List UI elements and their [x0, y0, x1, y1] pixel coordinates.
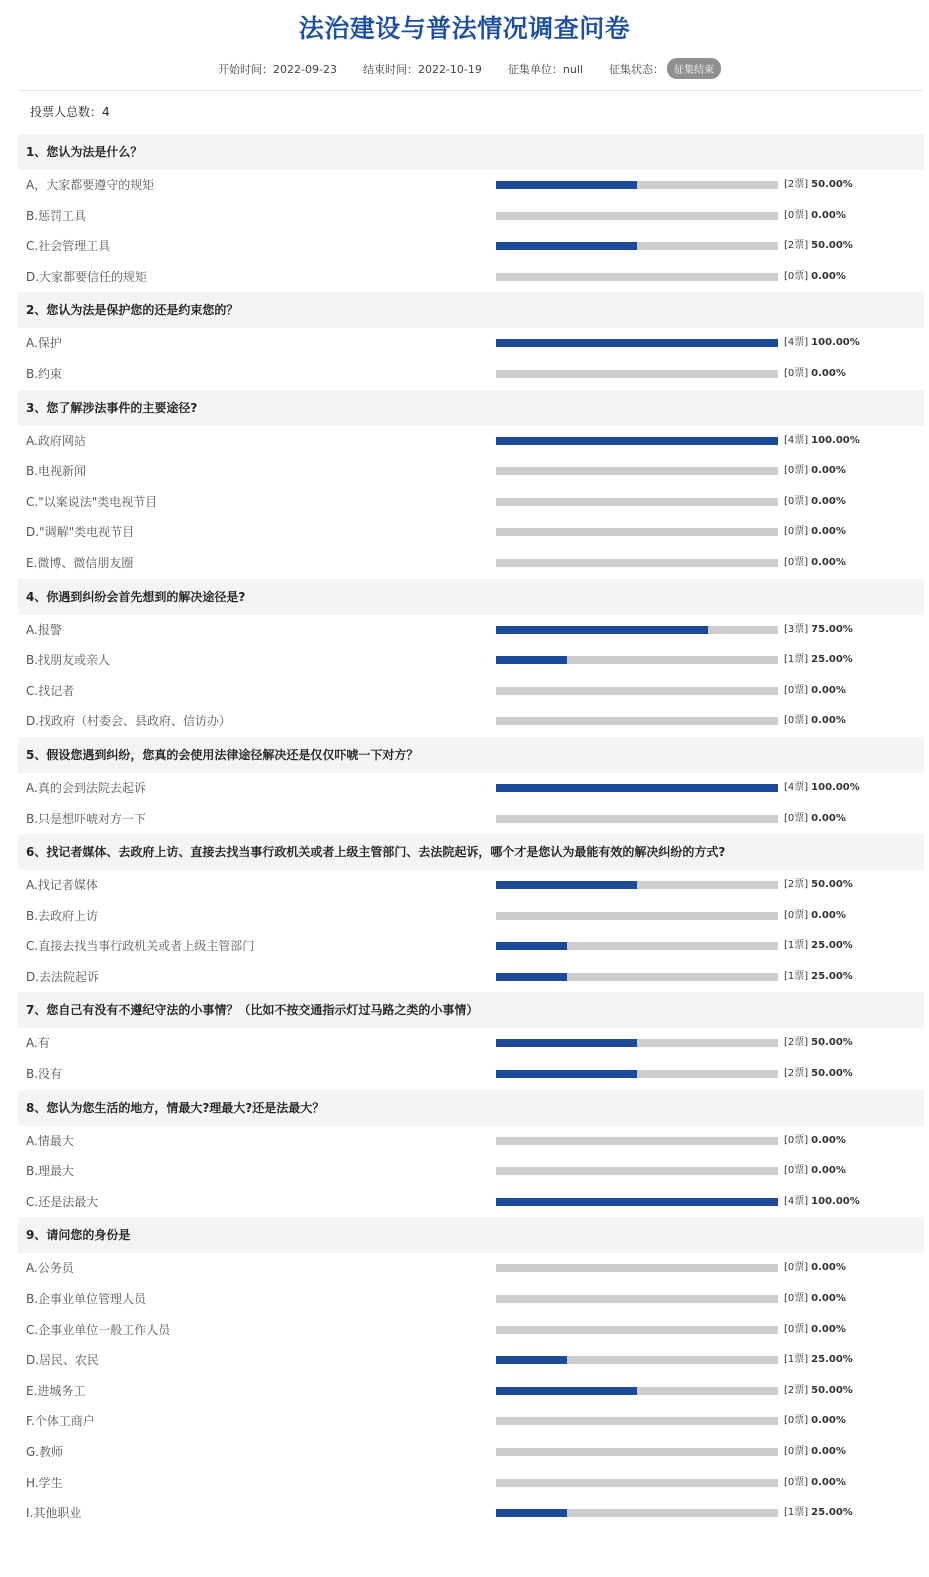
progress-bar-track	[496, 912, 778, 920]
page-title: 法治建设与普法情况调查问卷	[298, 14, 631, 43]
progress-bar-track	[496, 528, 778, 536]
option-stat	[784, 962, 853, 992]
vote-percentage: 0.00%	[811, 1262, 846, 1274]
option-row	[18, 870, 924, 901]
question-title: 3、您了解涉法事件的主要途径?	[18, 390, 924, 426]
progress-bar-track	[496, 181, 778, 189]
vote-count: [2票]	[784, 1068, 809, 1080]
option-stat	[784, 1284, 846, 1314]
option-row	[18, 1284, 924, 1315]
progress-bar-track	[496, 815, 778, 823]
vote-percentage: 0.00%	[811, 270, 846, 282]
option-stat	[784, 706, 846, 736]
option-stat	[784, 231, 853, 261]
option-label: B.没有	[26, 1067, 63, 1082]
option-label: C.企事业单位一般工作人员	[26, 1322, 171, 1337]
vote-count: [3票]	[784, 623, 809, 635]
progress-bar-fill	[496, 437, 778, 445]
question-title: 2、您认为法是保护您的还是约束您的？	[18, 292, 924, 328]
vote-count: [0票]	[784, 367, 809, 379]
progress-bar-track	[496, 1356, 778, 1364]
progress-bar-track	[496, 687, 778, 695]
vote-percentage: 0.00%	[811, 1415, 846, 1427]
vote-percentage: 0.00%	[811, 556, 846, 568]
vote-count: [0票]	[784, 209, 809, 221]
option-stat	[784, 262, 846, 292]
option-stat	[784, 645, 853, 675]
vote-count: [2票]	[784, 179, 809, 190]
progress-bar-track	[496, 1387, 778, 1395]
option-stat	[784, 201, 846, 231]
option-stat	[784, 773, 860, 803]
option-label: A.报警	[26, 622, 62, 637]
progress-bar-track	[496, 1448, 778, 1456]
option-row	[18, 1345, 924, 1376]
option-label: A.政府网站	[26, 433, 86, 448]
option-stat	[784, 1498, 853, 1528]
progress-bar-fill	[496, 1198, 778, 1206]
vote-percentage: 50.00%	[811, 1068, 853, 1080]
option-row	[18, 231, 924, 262]
option-row	[18, 548, 924, 579]
option-row	[18, 1315, 924, 1346]
vote-percentage: 25.00%	[811, 970, 853, 982]
option-row	[18, 1253, 924, 1284]
option-row	[18, 1376, 924, 1407]
option-stat	[784, 901, 846, 931]
option-stat	[784, 456, 846, 486]
vote-count: [0票]	[784, 812, 809, 824]
option-label: A.情最大	[26, 1133, 74, 1148]
vote-percentage: 75.00%	[811, 623, 853, 635]
progress-bar-fill	[496, 784, 778, 792]
progress-bar-track	[496, 1326, 778, 1334]
option-row	[18, 359, 924, 390]
collecting-unit-label: 征集单位：	[507, 62, 563, 76]
option-label: B.找朋友或亲人	[26, 653, 111, 668]
option-stat	[784, 1406, 846, 1436]
option-label: D.去法院起诉	[26, 969, 100, 984]
status-badge: 征集结束	[667, 58, 721, 79]
progress-bar-fill	[496, 1387, 637, 1395]
progress-bar-fill	[496, 1070, 637, 1078]
option-stat	[784, 1345, 853, 1375]
option-stat	[784, 328, 860, 358]
progress-bar-track	[496, 559, 778, 567]
vote-percentage: 25.00%	[811, 1354, 853, 1366]
option-label: D."调解"类电视节目	[26, 525, 135, 540]
option-label: G.教师	[26, 1445, 64, 1459]
progress-bar-track	[496, 1295, 778, 1303]
progress-bar-track	[496, 437, 778, 445]
question-title: 8、您认为您生活的地方，情最大?理最大?还是法最大？	[18, 1090, 924, 1126]
vote-count: [1票]	[784, 654, 809, 666]
vote-percentage: 50.00%	[811, 179, 853, 190]
vote-count: [0票]	[784, 1446, 809, 1457]
vote-percentage: 100.00%	[811, 781, 860, 793]
vote-count: [0票]	[784, 1476, 809, 1488]
option-label: F.个体工商户	[26, 1414, 95, 1429]
option-label: C.找记者	[26, 683, 75, 698]
progress-bar-track	[496, 1137, 778, 1145]
progress-bar-track	[496, 273, 778, 281]
option-label: C."以案说法"类电视节目	[26, 494, 158, 509]
progress-bar-track	[496, 881, 778, 889]
progress-bar-track	[496, 1479, 778, 1487]
vote-count: [0票]	[784, 909, 809, 921]
option-row	[18, 615, 924, 646]
option-stat	[784, 1187, 860, 1217]
question-title: 7、您自己有没有不遵纪守法的小事情？（比如不按交通指示灯过马路之类的小事情）	[18, 992, 924, 1028]
option-label: B.去政府上访	[26, 908, 99, 923]
option-stat	[784, 615, 853, 645]
option-label: A.真的会到法院去起诉	[26, 780, 146, 795]
vote-count: [0票]	[784, 684, 809, 696]
vote-percentage: 100.00%	[811, 337, 860, 349]
vote-percentage: 0.00%	[811, 495, 846, 507]
option-stat	[784, 1028, 853, 1058]
progress-bar-track	[496, 339, 778, 347]
vote-count: [0票]	[784, 526, 809, 538]
option-label: B.约束	[26, 366, 63, 381]
progress-bar-track	[496, 973, 778, 981]
vote-percentage: 0.00%	[811, 526, 846, 538]
progress-bar-fill	[496, 1356, 567, 1364]
option-label: D.找政府（村委会、县政府、信访办）	[26, 714, 232, 729]
progress-bar-fill	[496, 339, 778, 347]
progress-bar-fill	[496, 242, 637, 250]
vote-percentage: 100.00%	[811, 434, 860, 446]
option-stat	[784, 426, 860, 456]
option-stat	[784, 1437, 846, 1467]
progress-bar-track	[496, 1167, 778, 1175]
vote-percentage: 25.00%	[811, 940, 853, 952]
vote-count: [0票]	[784, 465, 809, 477]
option-row	[18, 676, 924, 707]
vote-count: [0票]	[784, 1262, 809, 1274]
option-stat	[784, 804, 846, 834]
progress-bar-track	[496, 1070, 778, 1078]
option-row	[18, 262, 924, 293]
vote-percentage: 0.00%	[811, 1323, 846, 1335]
option-row	[18, 1406, 924, 1437]
vote-count: [2票]	[784, 1384, 809, 1396]
option-label: I.其他职业	[26, 1506, 82, 1521]
option-row	[18, 1156, 924, 1187]
total-voters: 投票人总数：4	[30, 105, 110, 119]
progress-bar-track	[496, 1417, 778, 1425]
vote-count: [0票]	[784, 1134, 809, 1146]
option-stat	[784, 359, 846, 389]
vote-percentage: 0.00%	[811, 1446, 846, 1457]
option-row	[18, 1468, 924, 1499]
option-stat	[784, 1156, 846, 1186]
vote-count: [4票]	[784, 434, 809, 446]
progress-bar-track	[496, 784, 778, 792]
option-stat	[784, 1468, 846, 1498]
vote-count: [2票]	[784, 879, 809, 891]
vote-percentage: 0.00%	[811, 684, 846, 696]
vote-count: [4票]	[784, 337, 809, 349]
vote-percentage: 0.00%	[811, 909, 846, 921]
option-label: E.进城务工	[26, 1383, 86, 1398]
vote-percentage: 25.00%	[811, 654, 853, 666]
vote-count: [2票]	[784, 240, 809, 252]
option-stat	[784, 517, 846, 547]
option-stat	[784, 1126, 846, 1156]
progress-bar-track	[496, 498, 778, 506]
option-row	[18, 170, 924, 201]
option-label: A.公务员	[26, 1261, 74, 1276]
progress-bar-track	[496, 242, 778, 250]
vote-percentage: 50.00%	[811, 1384, 853, 1396]
option-row	[18, 201, 924, 232]
option-row	[18, 773, 924, 804]
option-row	[18, 328, 924, 359]
collecting-status	[609, 58, 721, 79]
question-title: 5、假设您遇到纠纷，您真的会使用法律途径解决还是仅仅吓唬一下对方？	[18, 737, 924, 773]
option-label: E.微博、微信朋友圈	[26, 555, 134, 570]
progress-bar-track	[496, 1264, 778, 1272]
option-row	[18, 426, 924, 457]
question-title: 1、您认为法是什么？	[18, 134, 924, 170]
option-row	[18, 487, 924, 518]
option-label: D.大家都要信任的规矩	[26, 269, 148, 284]
vote-count: [0票]	[784, 1165, 809, 1177]
vote-count: [4票]	[784, 781, 809, 793]
option-label: H.学生	[26, 1475, 63, 1490]
option-stat	[784, 1315, 846, 1345]
vote-percentage: 50.00%	[811, 240, 853, 252]
progress-bar-fill	[496, 656, 567, 664]
vote-percentage: 0.00%	[811, 465, 846, 477]
option-stat	[784, 548, 846, 578]
progress-bar-fill	[496, 1509, 567, 1517]
vote-percentage: 0.00%	[811, 1476, 846, 1488]
vote-percentage: 0.00%	[811, 209, 846, 221]
option-label: B.企事业单位管理人员	[26, 1292, 147, 1307]
progress-bar-fill	[496, 626, 708, 634]
question-title: 6、找记者媒体、去政府上访、直接去找当事行政机关或者上级主管部门、去法院起诉，哪个才是您认为最能有效的解决纠纷的方式?	[18, 834, 924, 870]
option-row	[18, 1028, 924, 1059]
option-label: B.电视新闻	[26, 464, 87, 479]
vote-percentage: 50.00%	[811, 879, 853, 891]
option-stat	[784, 1376, 853, 1406]
vote-count: [0票]	[784, 495, 809, 507]
progress-bar-track	[496, 656, 778, 664]
option-row	[18, 456, 924, 487]
option-label: C.社会管理工具	[26, 239, 111, 254]
question-title: 9、请问您的身份是	[18, 1217, 924, 1253]
vote-count: [0票]	[784, 1323, 809, 1335]
end-time-label: 结束时间：	[362, 62, 418, 76]
end-time	[363, 61, 482, 77]
start-time-value: 2022-09-23	[273, 62, 337, 76]
vote-count: [0票]	[784, 556, 809, 568]
option-row	[18, 1126, 924, 1157]
option-row	[18, 901, 924, 932]
progress-bar-track	[496, 1039, 778, 1047]
start-time	[218, 61, 337, 77]
end-time-value: 2022-10-19	[417, 62, 482, 76]
vote-percentage: 50.00%	[811, 1037, 853, 1049]
option-row	[18, 706, 924, 737]
progress-bar-fill	[496, 942, 567, 950]
option-row	[18, 931, 924, 962]
option-label: A.保护	[26, 336, 62, 351]
vote-percentage: 25.00%	[811, 1507, 853, 1519]
option-row	[18, 1437, 924, 1468]
option-row	[18, 1187, 924, 1218]
vote-count: [1票]	[784, 1354, 809, 1366]
option-row	[18, 1059, 924, 1090]
option-label: C.直接去找当事行政机关或者上级主管部门	[26, 939, 255, 954]
progress-bar-fill	[496, 973, 567, 981]
option-stat	[784, 487, 846, 517]
option-stat	[784, 1059, 853, 1089]
progress-bar-track	[496, 212, 778, 220]
option-stat	[784, 870, 853, 900]
start-time-label: 开始时间：	[218, 62, 274, 76]
collecting-unit-value: null	[562, 62, 583, 76]
option-stat	[784, 676, 846, 706]
vote-count: [0票]	[784, 1415, 809, 1427]
option-label: B.理最大	[26, 1164, 75, 1179]
vote-count: [1票]	[784, 1507, 809, 1519]
progress-bar-track	[496, 467, 778, 475]
vote-count: [0票]	[784, 1293, 809, 1305]
vote-percentage: 0.00%	[811, 367, 846, 379]
option-row	[18, 804, 924, 835]
question-title: 4、你遇到纠纷会首先想到的解决途径是?	[18, 579, 924, 615]
option-stat	[784, 170, 853, 200]
vote-count: [1票]	[784, 940, 809, 952]
question-list	[0, 134, 929, 1529]
collecting-unit	[508, 61, 583, 77]
progress-bar-track	[496, 1198, 778, 1206]
progress-bar-fill	[496, 181, 637, 189]
option-label: C.还是法最大	[26, 1194, 99, 1209]
option-row	[18, 517, 924, 548]
option-label: D.居民、农民	[26, 1353, 100, 1368]
progress-bar-track	[496, 717, 778, 725]
vote-count: [2票]	[784, 1037, 809, 1049]
vote-count: [1票]	[784, 970, 809, 982]
progress-bar-fill	[496, 1039, 637, 1047]
option-row	[18, 645, 924, 676]
option-label: A.找记者媒体	[26, 878, 98, 893]
option-label: B.惩罚工具	[26, 208, 87, 223]
vote-count: [4票]	[784, 1195, 809, 1207]
progress-bar-track	[496, 626, 778, 634]
option-stat	[784, 1253, 846, 1283]
option-row	[18, 962, 924, 993]
vote-percentage: 0.00%	[811, 1134, 846, 1146]
option-stat	[784, 931, 853, 961]
progress-bar-track	[496, 1509, 778, 1517]
vote-count: [0票]	[784, 270, 809, 282]
vote-count: [0票]	[784, 715, 809, 727]
survey-meta	[0, 47, 929, 90]
option-label: B.只是想吓唬对方一下	[26, 811, 147, 826]
vote-percentage: 100.00%	[811, 1195, 860, 1207]
progress-bar-fill	[496, 881, 637, 889]
vote-percentage: 0.00%	[811, 1165, 846, 1177]
option-label: A.有	[26, 1036, 50, 1051]
vote-percentage: 0.00%	[811, 1293, 846, 1305]
option-label: A，大家都要遵守的规矩	[26, 178, 155, 192]
vote-percentage: 0.00%	[811, 812, 846, 824]
collecting-status-label: 征集状态：	[608, 63, 664, 76]
progress-bar-track	[496, 942, 778, 950]
progress-bar-track	[496, 370, 778, 378]
vote-percentage: 0.00%	[811, 715, 846, 727]
option-row	[18, 1498, 924, 1529]
